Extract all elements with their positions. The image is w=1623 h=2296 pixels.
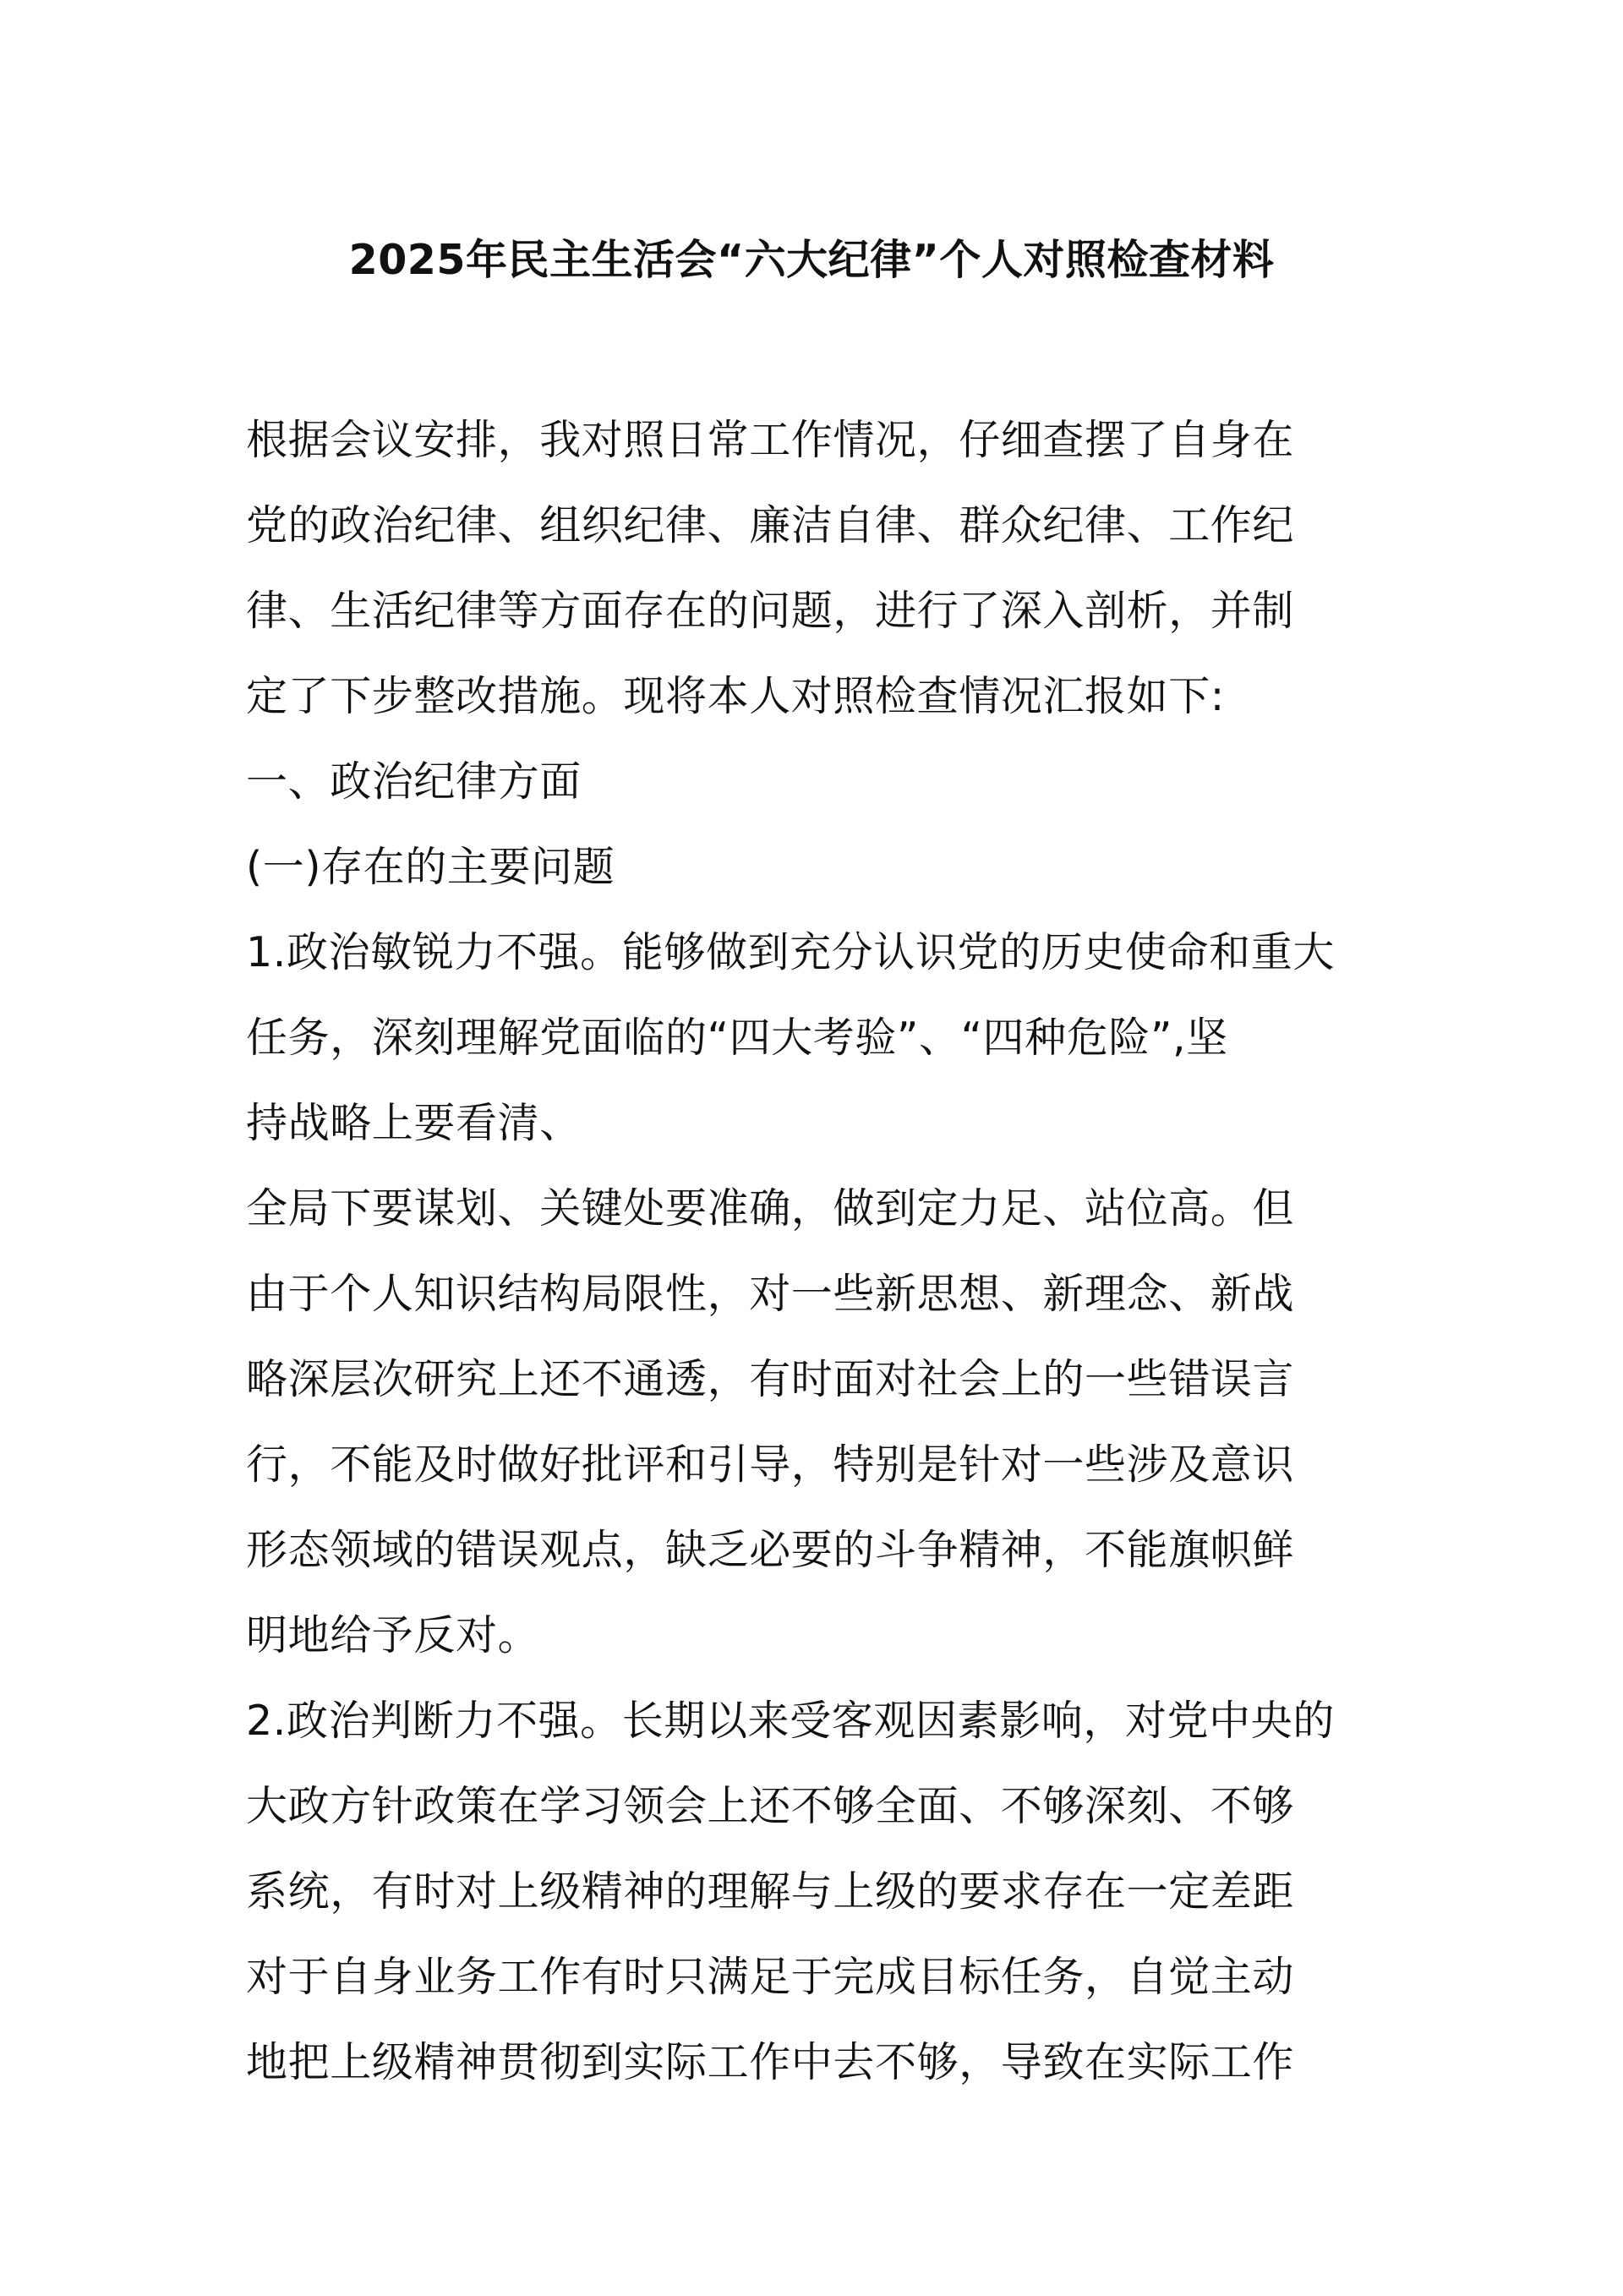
document-title: 2025年民主生活会“六大纪律”个人对照检查材料 <box>348 236 1275 284</box>
body-line: 形态领域的错误观点，缺乏必要的斗争精神，不能旗帜鲜 <box>246 1526 1295 1574</box>
body-line: 党的政治纪律、组织纪律、廉洁自律、群众纪律、工作纪 <box>246 501 1295 549</box>
body-line: 定了下步整改措施。现将本人对照检查情况汇报如下: <box>246 672 1225 720</box>
body-line: 根据会议安排，我对照日常工作情况，仔细查摆了自身在 <box>246 416 1295 464</box>
body-line: 大政方针政策在学习领会上还不够全面、不够深刻、不够 <box>246 1782 1295 1830</box>
body-line: 明地给予反对。 <box>246 1611 540 1659</box>
body-line: 2.政治判断力不强。长期以来受客观因素影响，对党中央的 <box>246 1697 1335 1745</box>
body-line: 持战略上要看清、 <box>246 1099 582 1147</box>
body-line: 对于自身业务工作有时只满足于完成目标任务，自觉主动 <box>246 1953 1295 2001</box>
body-line: 1.政治敏锐力不强。能够做到充分认识党的历史使命和重大 <box>246 928 1335 976</box>
body-line: 任务，深刻理解党面临的“四大考验”、“四种危险”,坚 <box>246 1014 1228 1062</box>
body-line: 系统，有时对上级精神的理解与上级的要求存在一定差距 <box>246 1867 1295 1916</box>
body-line: 全局下要谋划、关键处要准确，做到定力足、站位高。但 <box>246 1184 1295 1233</box>
section-heading: 一、政治纪律方面 <box>246 757 582 806</box>
document-body <box>246 397 1396 2105</box>
body-line: 地把上级精神贯彻到实际工作中去不够，导致在实际工作 <box>246 2038 1295 2086</box>
body-line: 略深层次研究上还不通透，有时面对社会上的一些错误言 <box>246 1355 1295 1403</box>
body-line: 由于个人知识结构局限性，对一些新思想、新理念、新战 <box>246 1270 1295 1318</box>
body-line: 行，不能及时做好批评和引导，特别是针对一些涉及意识 <box>246 1440 1295 1489</box>
subsection-heading: (一)存在的主要问题 <box>246 843 615 891</box>
body-line: 律、生活纪律等方面存在的问题，进行了深入剖析，并制 <box>246 587 1295 635</box>
